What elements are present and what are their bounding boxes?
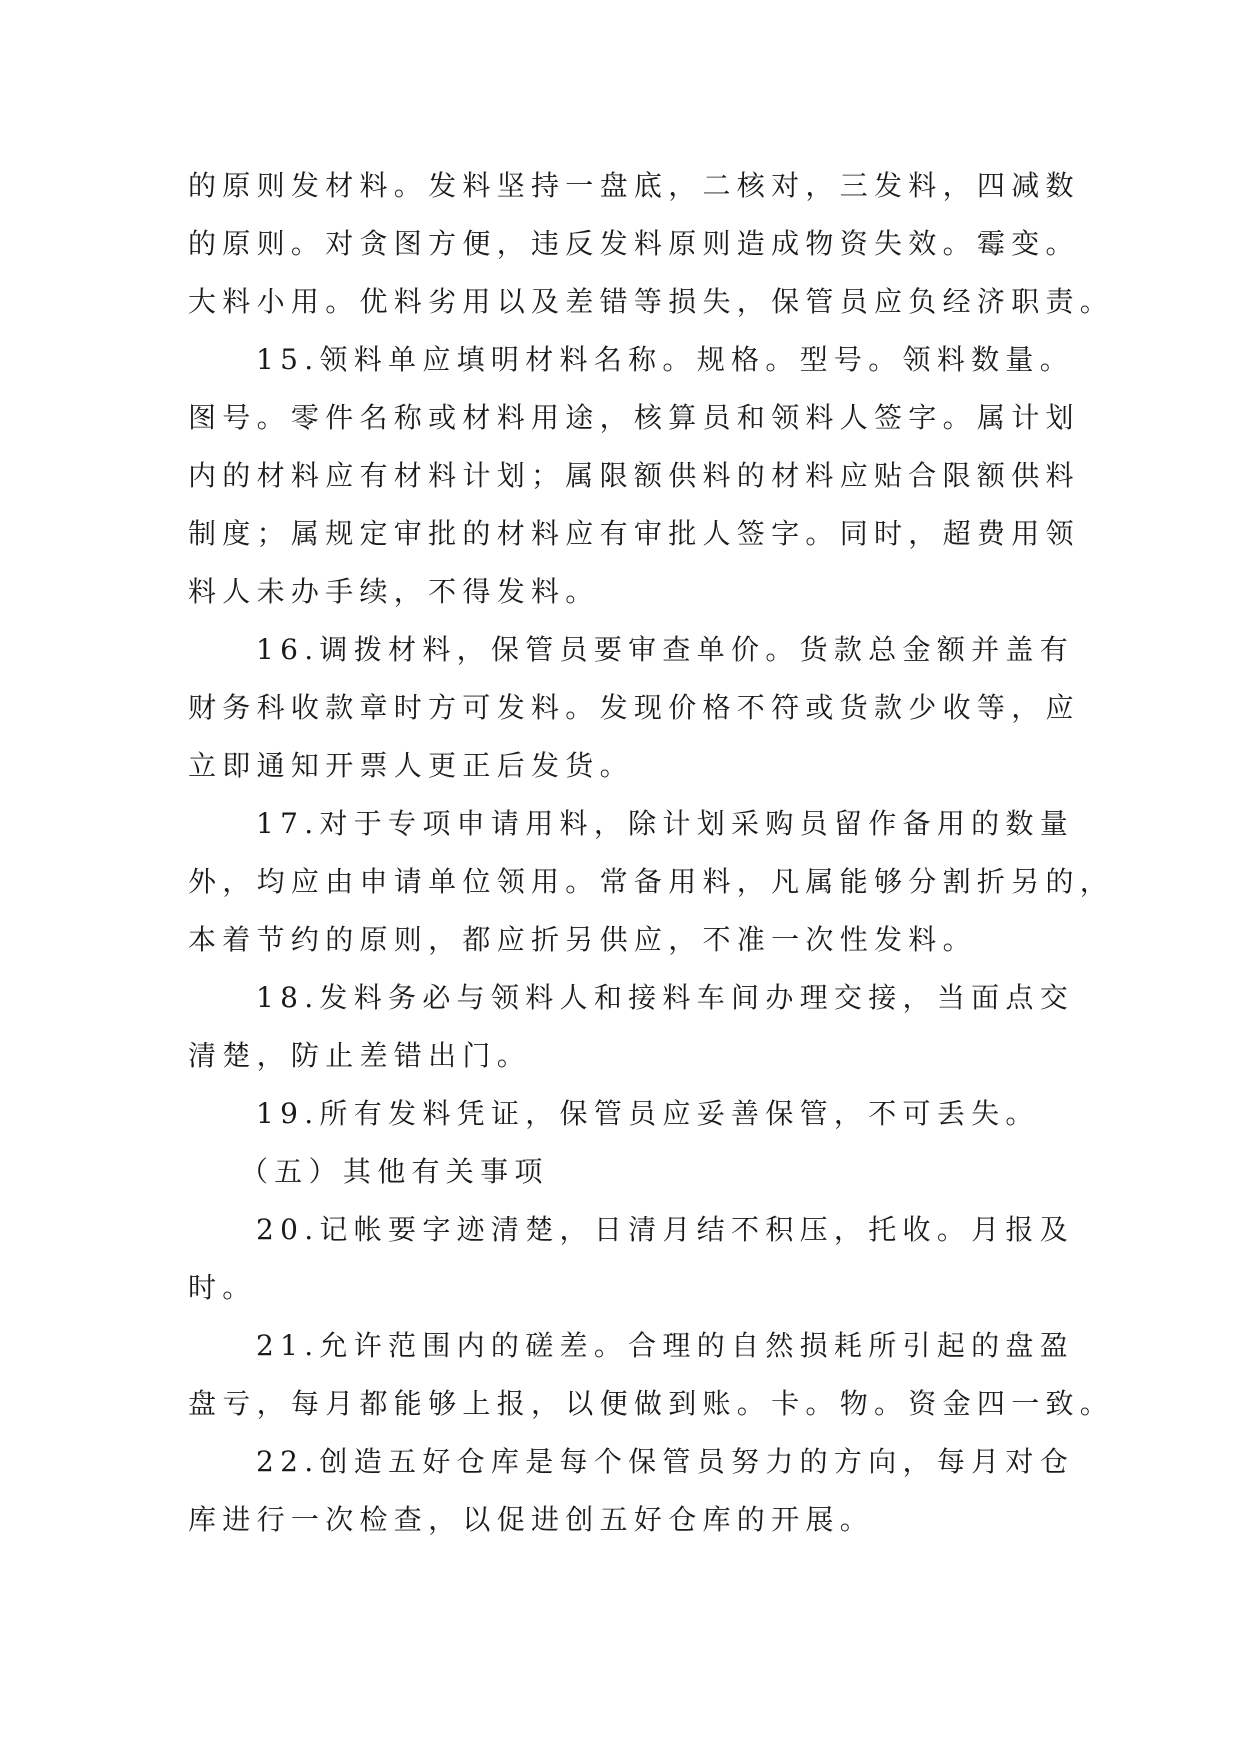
text-line: 时。 — [188, 1271, 257, 1304]
text-line: 大料小用。优料劣用以及差错等损失，保管员应负经济职责。 — [188, 285, 1115, 318]
paragraph-16-start: 16.调拨材料，保管员要审查单价。货款总金额并盖有 — [256, 633, 1075, 666]
text-line: 清楚，防止差错出门。 — [188, 1039, 532, 1072]
text-line: 本着节约的原则，都应折另供应，不准一次性发料。 — [188, 923, 977, 956]
text-line: 制度；属规定审批的材料应有审批人签字。同时，超费用领 — [188, 517, 1080, 550]
paragraph-22-start: 22.创造五好仓库是每个保管员努力的方向，每月对仓 — [256, 1445, 1075, 1478]
paragraph-15-start: 15.领料单应填明材料名称。规格。型号。领料数量。 — [256, 343, 1075, 376]
text-line: 盘亏，每月都能够上报，以便做到账。卡。物。资金四一致。 — [188, 1387, 1115, 1420]
section-heading: （五）其他有关事项 — [240, 1155, 549, 1188]
text-line: 图号。零件名称或材料用途，核算员和领料人签字。属计划 — [188, 401, 1080, 434]
paragraph-21-start: 21.允许范围内的磋差。合理的自然损耗所引起的盘盈 — [256, 1329, 1075, 1362]
text-line: 料人未办手续，不得发料。 — [188, 575, 600, 608]
text-line: 的原则发材料。发料坚持一盘底，二核对，三发料，四减数 — [188, 169, 1080, 202]
text-line: 的原则。对贪图方便，违反发料原则造成物资失效。霉变。 — [188, 227, 1080, 260]
paragraph-19: 19.所有发料凭证，保管员应妥善保管，不可丢失。 — [256, 1097, 1040, 1130]
text-line: 内的材料应有材料计划；属限额供料的材料应贴合限额供料 — [188, 459, 1080, 492]
paragraph-20-start: 20.记帐要字迹清楚，日清月结不积压，托收。月报及 — [256, 1213, 1075, 1246]
text-line: 财务科收款章时方可发料。发现价格不符或货款少收等，应 — [188, 691, 1080, 724]
text-line: 库进行一次检查，以促进创五好仓库的开展。 — [188, 1503, 875, 1536]
text-line: 立即通知开票人更正后发货。 — [188, 749, 634, 782]
text-line: 外，均应由申请单位领用。常备用料，凡属能够分割折另的， — [188, 865, 1115, 898]
paragraph-17-start: 17.对于专项申请用料，除计划采购员留作备用的数量 — [256, 807, 1075, 840]
paragraph-18-start: 18.发料务必与领料人和接料车间办理交接，当面点交 — [256, 981, 1075, 1014]
